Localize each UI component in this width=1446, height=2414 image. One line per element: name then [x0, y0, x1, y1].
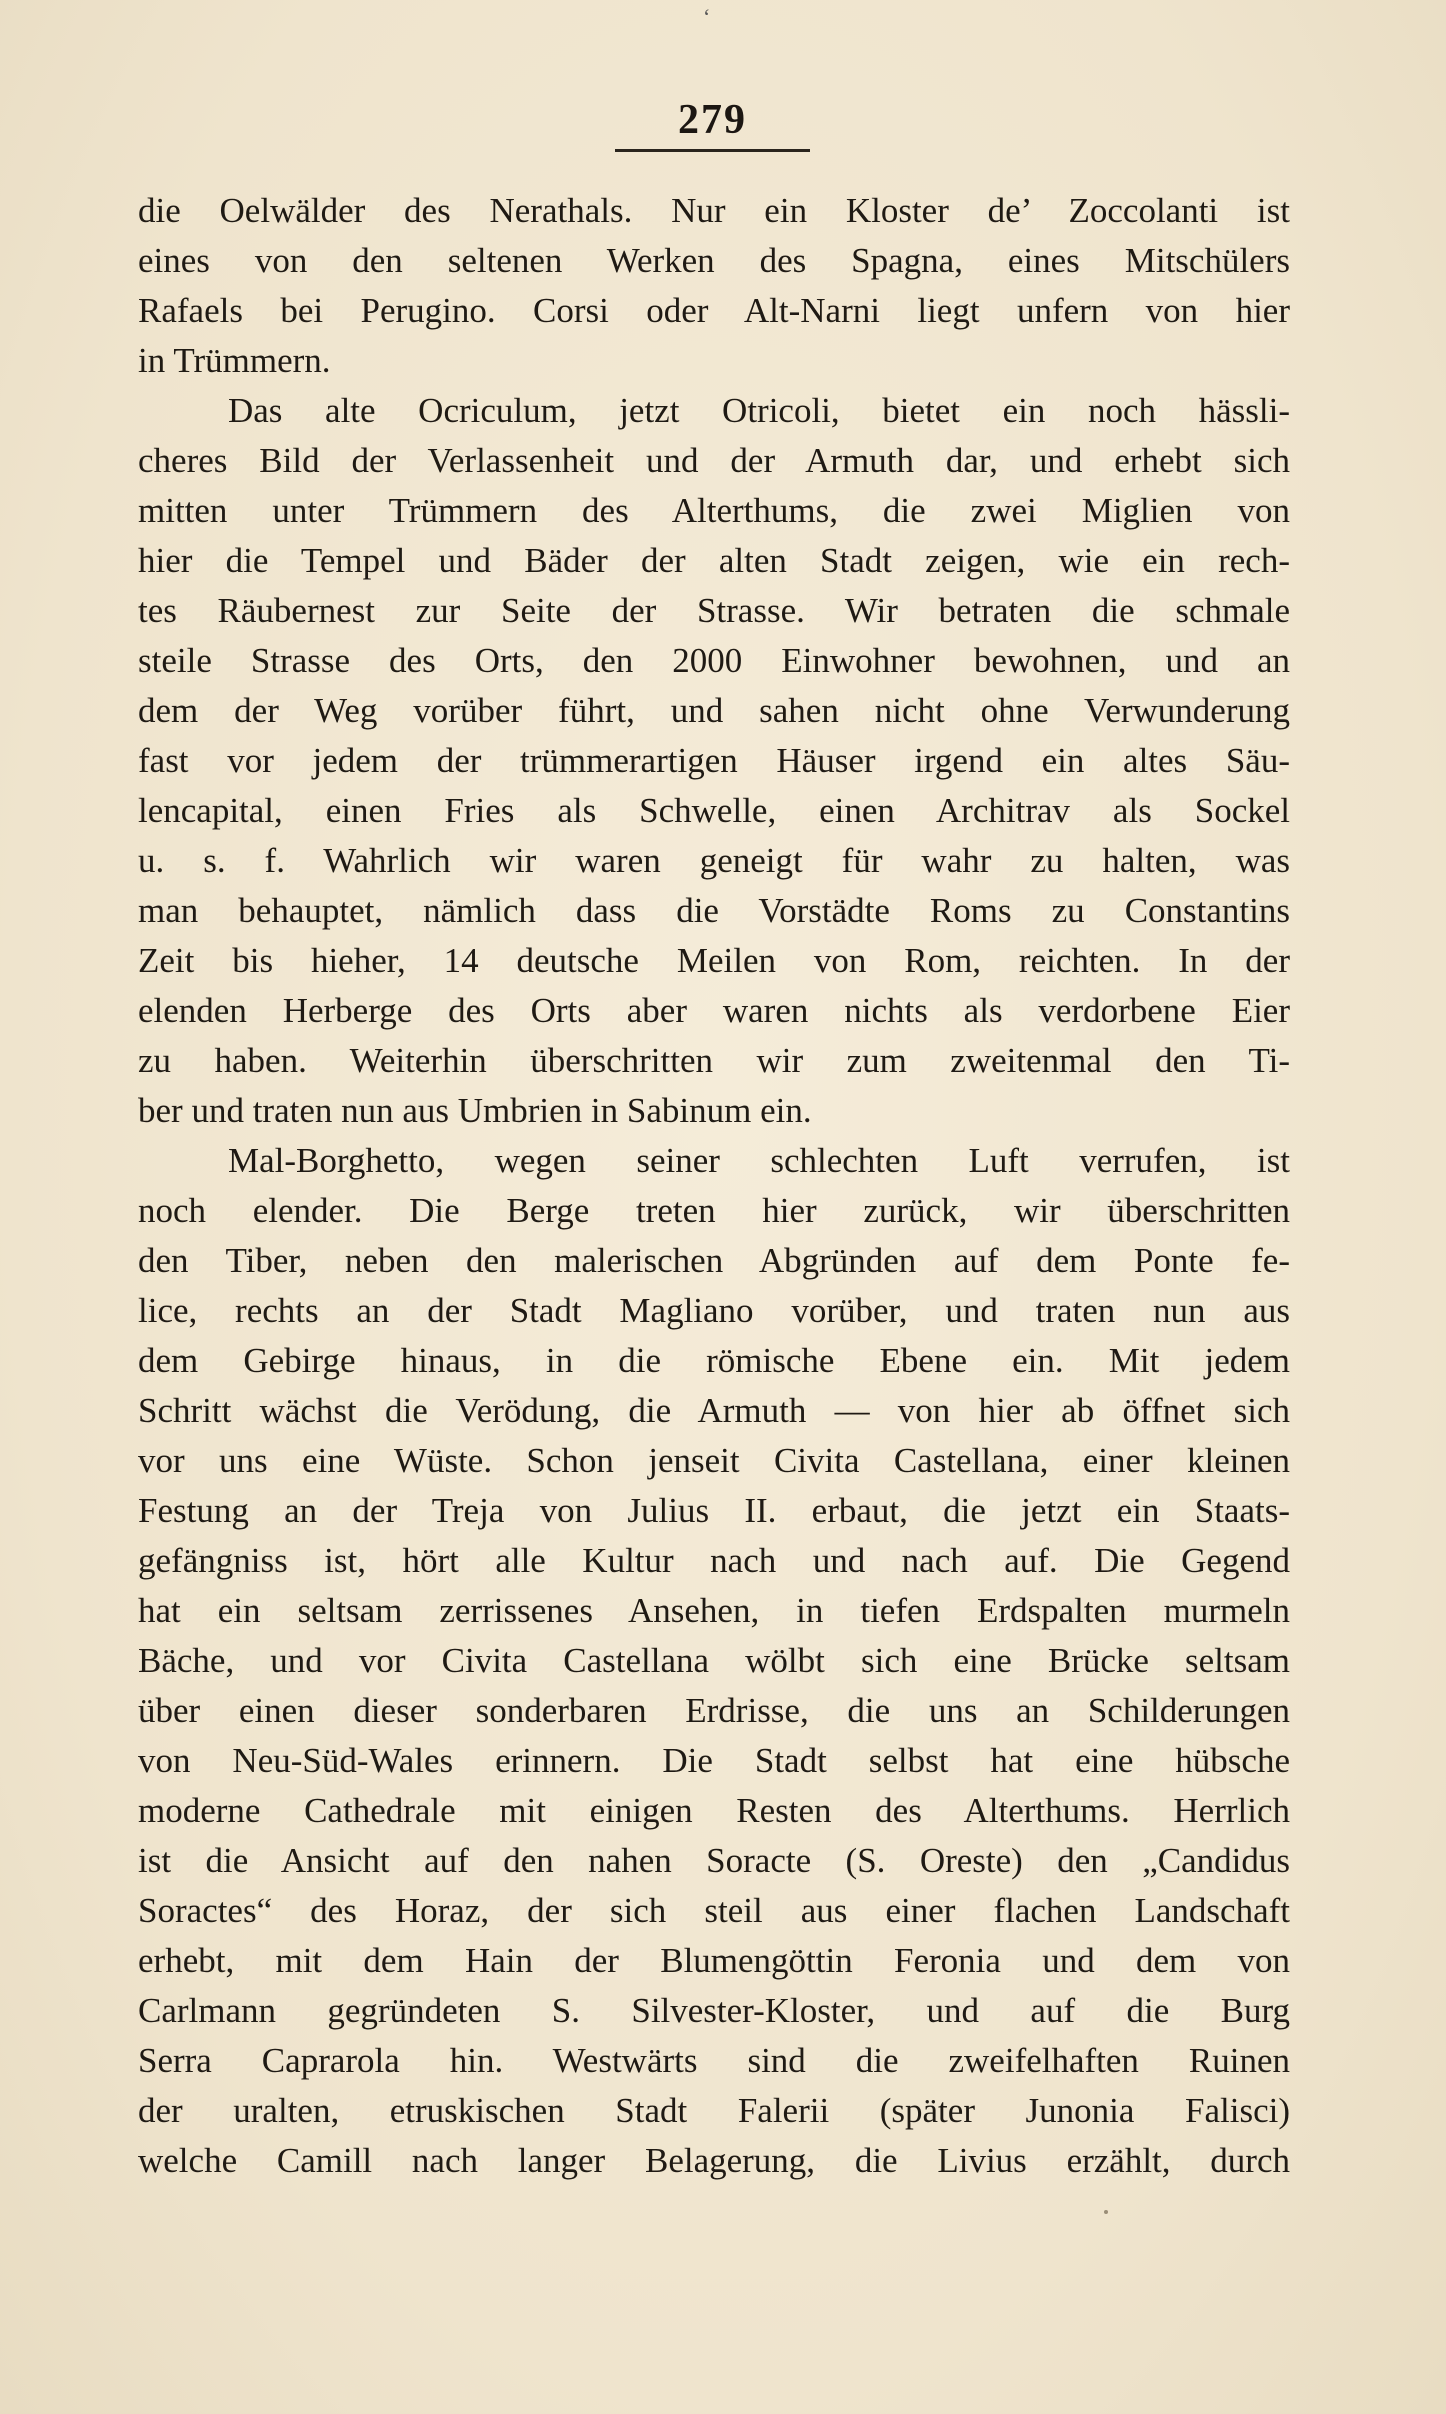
- page-number: 279: [678, 97, 747, 143]
- text-line: über einen dieser sonderbaren Erdrisse, die uns an Schilderungen: [138, 1691, 1290, 1730]
- text-line: fast vor jedem der trümmerartigen Häuser irgend ein altes Säu-: [138, 741, 1290, 780]
- text-line: cheres Bild der Verlassenheit und der Armuth dar, und erhebt sich: [138, 441, 1290, 480]
- paper-speck: [1104, 2210, 1108, 2214]
- text-line: Serra Caprarola hin. Westwärts sind die zweifelhaften Ruinen: [138, 2041, 1290, 2080]
- text-line: der uralten, etruskischen Stadt Falerii (später Junonia Falisci): [138, 2091, 1290, 2130]
- text-line: den Tiber, neben den malerischen Abgründen auf dem Ponte fe-: [138, 1241, 1290, 1280]
- text-line: man behauptet, nämlich dass die Vorstädte Roms zu Constantins: [138, 891, 1290, 930]
- text-line: dem der Weg vorüber führt, und sahen nicht ohne Verwunderung: [138, 691, 1290, 730]
- text-line: ist die Ansicht auf den nahen Soracte (S. Oreste) den „Candidus: [138, 1841, 1290, 1880]
- text-line: zu haben. Weiterhin überschritten wir zum zweitenmal den Ti-: [138, 1041, 1290, 1080]
- text-line: Mal-Borghetto, wegen seiner schlechten Luft verrufen, ist: [228, 1141, 1290, 1180]
- top-mark: ‘: [703, 4, 711, 29]
- text-line: gefängniss ist, hört alle Kultur nach und nach auf. Die Gegend: [138, 1541, 1290, 1580]
- text-line: hat ein seltsam zerrissenes Ansehen, in tiefen Erdspalten murmeln: [138, 1591, 1290, 1630]
- text-line: Rafaels bei Perugino. Corsi oder Alt-Narni liegt unfern von hier: [138, 291, 1290, 330]
- text-line: noch elender. Die Berge treten hier zurück, wir überschritten: [138, 1191, 1290, 1230]
- text-line: vor uns eine Wüste. Schon jenseit Civita Castellana, einer kleinen: [138, 1441, 1290, 1480]
- text-line: von Neu-Süd-Wales erinnern. Die Stadt selbst hat eine hübsche: [138, 1741, 1290, 1780]
- text-line: tes Räubernest zur Seite der Strasse. Wir betraten die schmale: [138, 591, 1290, 630]
- text-line: elenden Herberge des Orts aber waren nichts als verdorbene Eier: [138, 991, 1290, 1030]
- text-line: Carlmann gegründeten S. Silvester-Kloster, und auf die Burg: [138, 1991, 1290, 2030]
- text-line: Festung an der Treja von Julius II. erbaut, die jetzt ein Staats-: [138, 1491, 1290, 1530]
- text-line: eines von den seltenen Werken des Spagna, eines Mitschülers: [138, 241, 1290, 280]
- text-line: erhebt, mit dem Hain der Blumengöttin Feronia und dem von: [138, 1941, 1290, 1980]
- text-line: mitten unter Trümmern des Alterthums, die zwei Miglien von: [138, 491, 1290, 530]
- text-line: Soractes“ des Horaz, der sich steil aus einer flachen Landschaft: [138, 1891, 1290, 1930]
- text-line: u. s. f. Wahrlich wir waren geneigt für wahr zu halten, was: [138, 841, 1290, 880]
- text-line: lencapital, einen Fries als Schwelle, einen Architrav als Sockel: [138, 791, 1290, 830]
- text-line: Das alte Ocriculum, jetzt Otricoli, bietet ein noch hässli-: [228, 391, 1290, 430]
- text-line: in Trümmern.: [138, 341, 331, 380]
- text-line: lice, rechts an der Stadt Magliano vorüber, und traten nun aus: [138, 1291, 1290, 1330]
- text-line: Bäche, und vor Civita Castellana wölbt sich eine Brücke seltsam: [138, 1641, 1290, 1680]
- text-line: dem Gebirge hinaus, in die römische Ebene ein. Mit jedem: [138, 1341, 1290, 1380]
- text-line: hier die Tempel und Bäder der alten Stadt zeigen, wie ein rech-: [138, 541, 1290, 580]
- text-line: Schritt wächst die Verödung, die Armuth — von hier ab öffnet sich: [138, 1391, 1290, 1430]
- text-line: welche Camill nach langer Belagerung, die Livius erzählt, durch: [138, 2141, 1290, 2180]
- text-line: die Oelwälder des Nerathals. Nur ein Kloster de’ Zoccolanti ist: [138, 191, 1290, 230]
- text-line: steile Strasse des Orts, den 2000 Einwohner bewohnen, und an: [138, 641, 1290, 680]
- text-line: moderne Cathedrale mit einigen Resten des Alterthums. Herrlich: [138, 1791, 1290, 1830]
- text-line: ber und traten nun aus Umbrien in Sabinum ein.: [138, 1091, 812, 1130]
- body-text: [138, 186, 1290, 2186]
- page-number-rule: [615, 149, 810, 152]
- text-line: Zeit bis hieher, 14 deutsche Meilen von Rom, reichten. In der: [138, 941, 1290, 980]
